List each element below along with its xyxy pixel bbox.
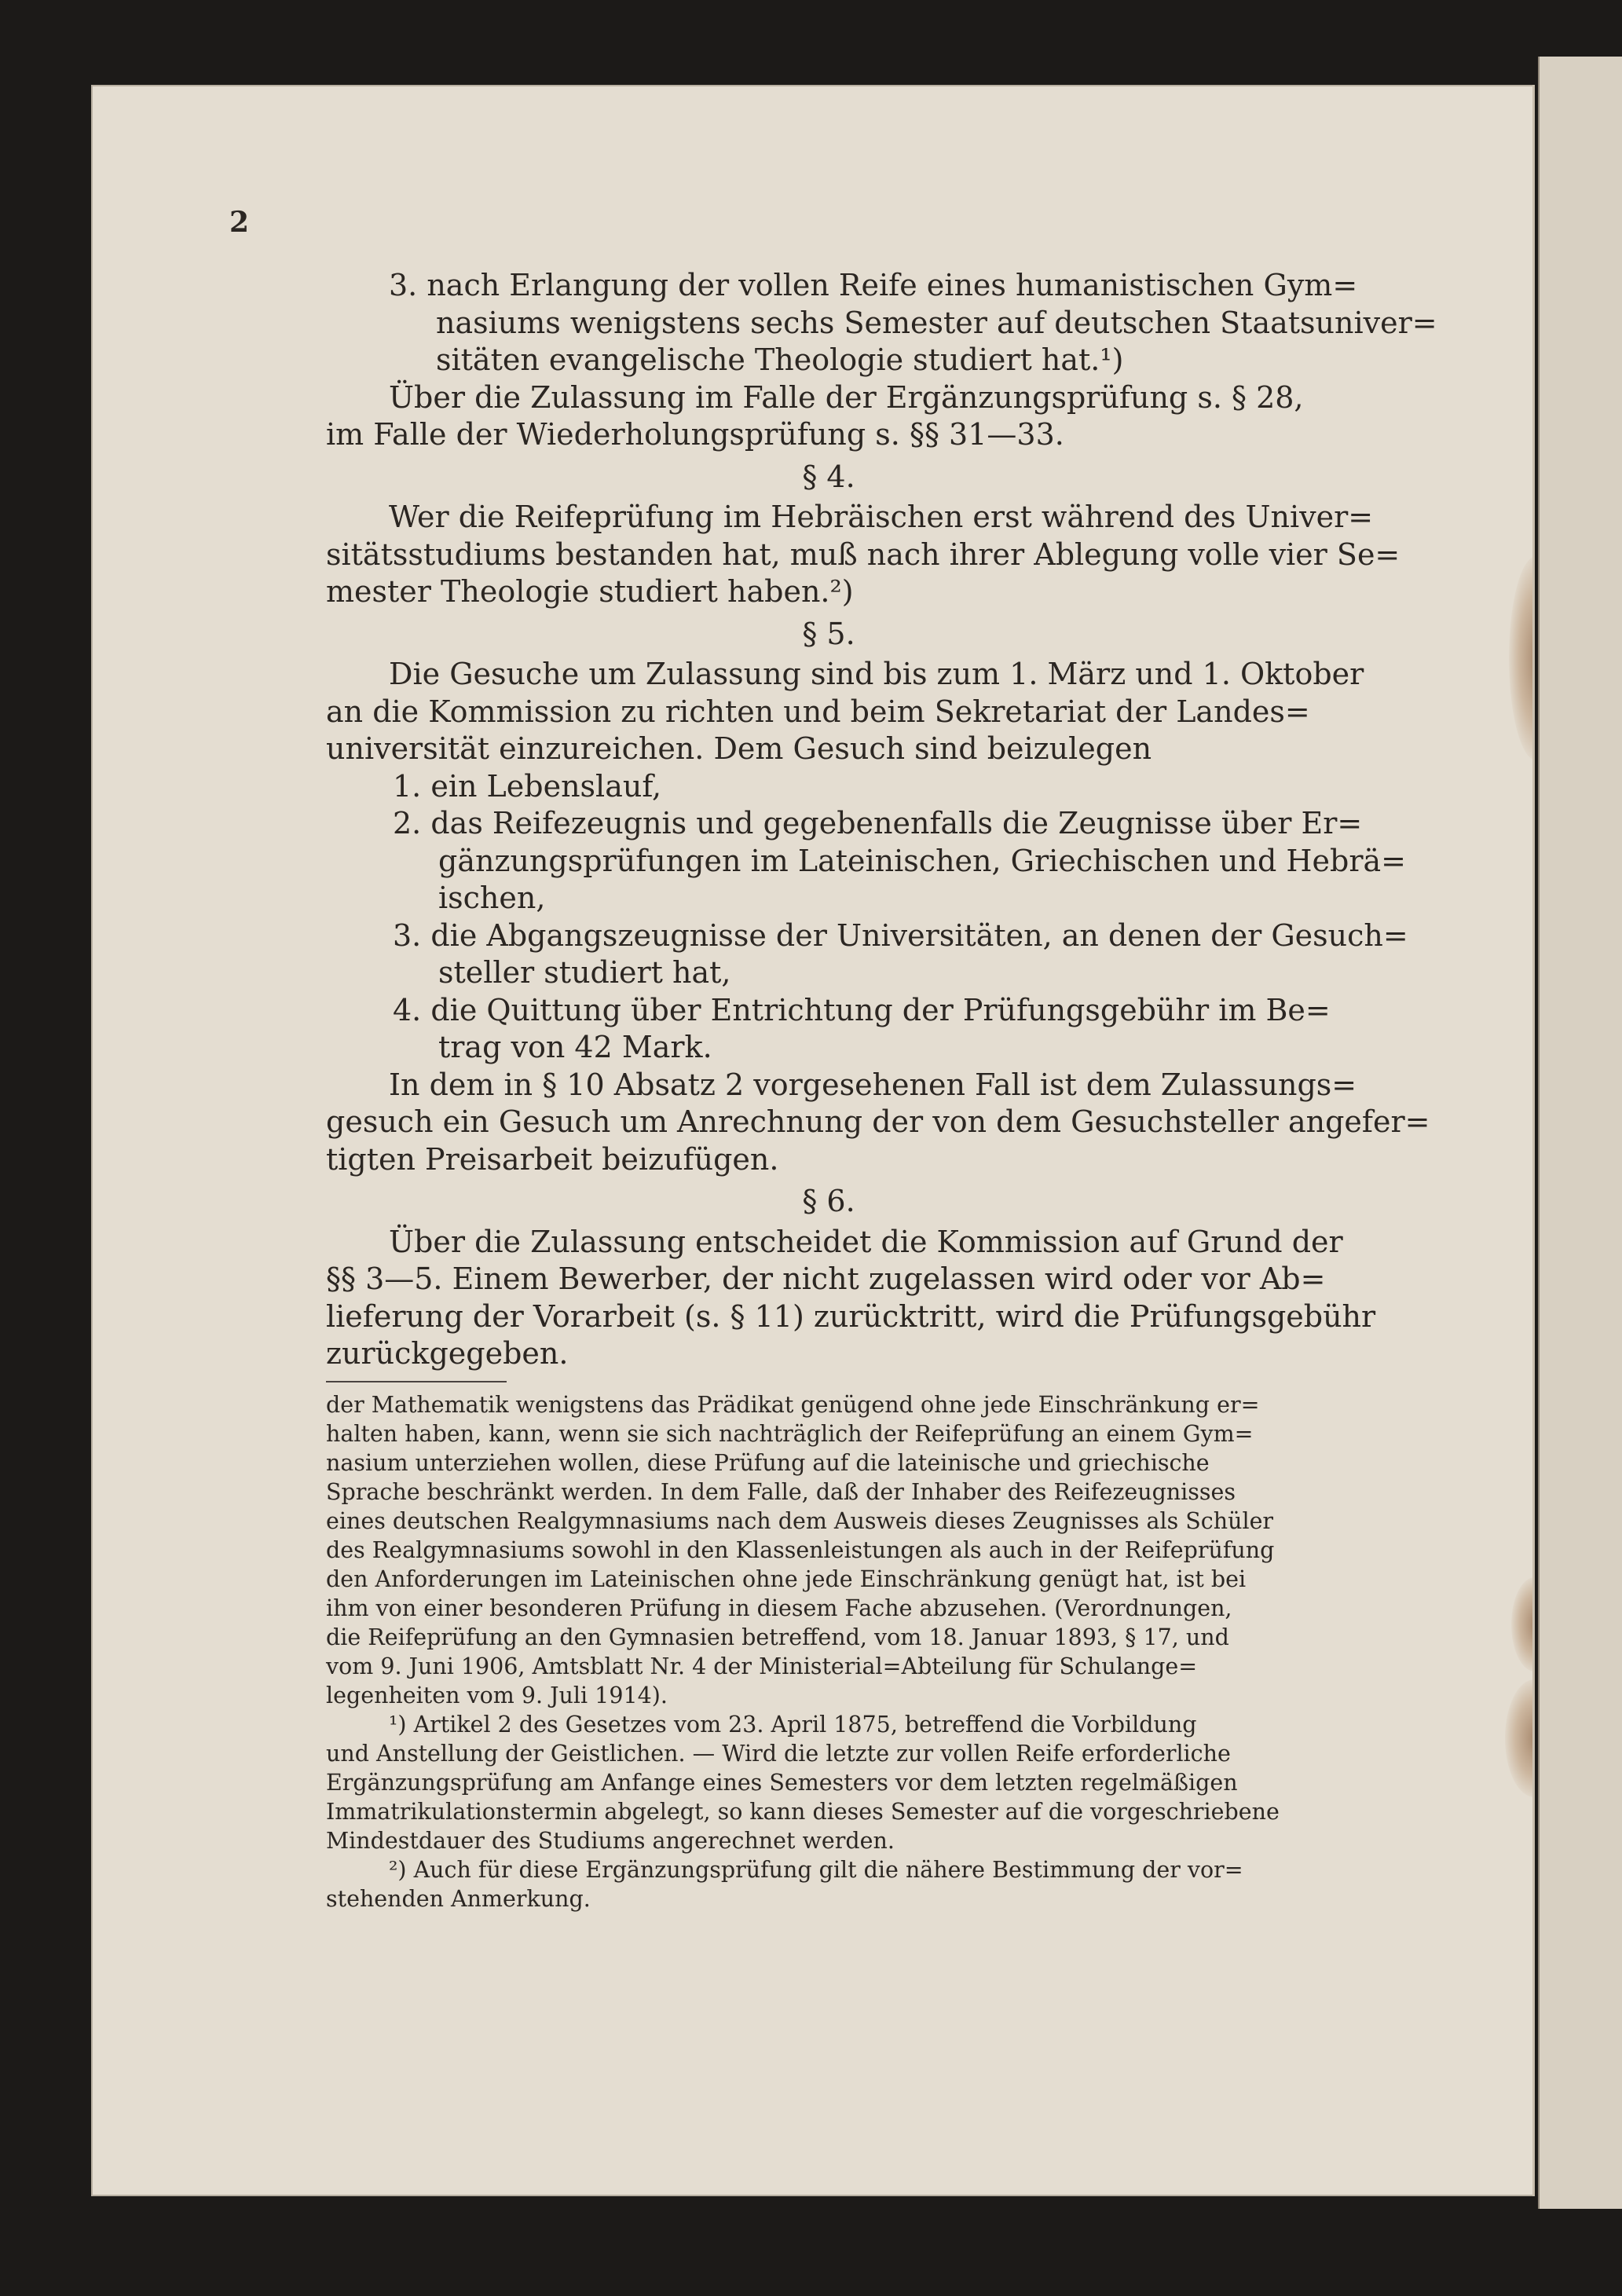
footnote-line: vom 9. Juni 1906, Amtsblatt Nr. 4 der Ministerial=Abteilung für Schulange= bbox=[326, 1653, 1198, 1679]
text-line: nasiums wenigstens sechs Semester auf deutschen Staatsuniver= bbox=[436, 305, 1437, 340]
text-line: zurückgegeben. bbox=[326, 1336, 569, 1371]
facing-page-edge bbox=[1538, 57, 1622, 2209]
footnote-line: Ergänzungsprüfung am Anfange eines Semesters vor dem letzten regelmäßigen bbox=[326, 1769, 1238, 1796]
text-line: 3. nach Erlangung der vollen Reife eines humanistischen Gym= bbox=[389, 268, 1358, 302]
text-line: In dem in § 10 Absatz 2 vorgesehenen Fall ist dem Zulassungs= bbox=[389, 1067, 1357, 1102]
text-line: an die Kommission zu richten und beim Sekretariat der Landes= bbox=[326, 694, 1310, 729]
footnotes bbox=[326, 1390, 1363, 1913]
footnote-line: Sprache beschränkt werden. In dem Falle, daß der Inhaber des Reifezeugnisses bbox=[326, 1478, 1236, 1505]
text-line: Die Gesuche um Zulassung sind bis zum 1. März und 1. Oktober bbox=[389, 657, 1364, 691]
text-line: gänzungsprüfungen im Lateinischen, Griechischen und Hebrä= bbox=[438, 843, 1406, 878]
page-number: 2 bbox=[229, 206, 250, 239]
text-line: steller studiert hat, bbox=[438, 955, 731, 990]
footnote-line: des Realgymnasiums sowohl in den Klassenleistungen als auch in der Reifeprüfung bbox=[326, 1536, 1275, 1563]
text-line: Über die Zulassung entscheidet die Kommission auf Grund der bbox=[389, 1224, 1343, 1259]
text-line: ischen, bbox=[438, 881, 546, 915]
list-item: 3. die Abgangszeugnisse der Universitäten, an denen der Gesuch= bbox=[393, 917, 1408, 953]
footnote-line: und Anstellung der Geistlichen. — Wird die letzte zur vollen Reife erforderliche bbox=[326, 1740, 1231, 1767]
footnote-line: stehenden Anmerkung. bbox=[326, 1885, 591, 1912]
list-item: 2. das Reifezeugnis und gegebenenfalls die Zeugnisse über Er= bbox=[393, 806, 1363, 840]
footnote-line: halten haben, kann, wenn sie sich nachträglich der Reifeprüfung an einem Gym= bbox=[326, 1420, 1254, 1447]
rust-stain bbox=[1509, 556, 1535, 760]
section-5-heading: § 5. bbox=[802, 616, 855, 651]
footnote-divider bbox=[326, 1381, 507, 1382]
text-line: tigten Preisarbeit beizufügen. bbox=[326, 1141, 779, 1177]
footnote-continued bbox=[326, 1390, 1363, 1710]
footnote-line: den Anforderungen im Lateinischen ohne jede Einschränkung genügt hat, ist bei bbox=[326, 1565, 1247, 1592]
footnote-line: nasium unterziehen wollen, diese Prüfung auf die lateinische und griechische bbox=[326, 1449, 1210, 1476]
text-line: Wer die Reifeprüfung im Hebräischen erst während des Univer= bbox=[389, 500, 1374, 534]
rust-stain bbox=[1505, 1679, 1535, 1797]
text-line: im Falle der Wiederholungsprüfung s. §§ 31—33. bbox=[326, 417, 1064, 452]
text-line: sitätsstudiums bestanden hat, muß nach ihrer Ablegung volle vier Se= bbox=[326, 536, 1400, 572]
list-item: 1. ein Lebenslauf, bbox=[393, 768, 662, 804]
footnote-line: legenheiten vom 9. Juli 1914). bbox=[326, 1682, 668, 1708]
text-line: mester Theologie studiert haben.²) bbox=[326, 574, 854, 609]
footnote-line: Mindestdauer des Studiums angerechnet werden. bbox=[326, 1827, 895, 1854]
section-5-intro bbox=[326, 656, 1363, 768]
footnote-line: Immatrikulationstermin abgelegt, so kann dieses Semester auf die vorgeschriebene bbox=[326, 1798, 1280, 1825]
footnote-line: ¹) Artikel 2 des Gesetzes vom 23. April 1875, betreffend die Vorbildung bbox=[389, 1711, 1197, 1738]
footnote-line: eines deutschen Realgymnasiums nach dem Ausweis dieses Zeugnisses als Schüler bbox=[326, 1507, 1274, 1534]
footnote-line: ²) Auch für diese Ergänzungsprüfung gilt die nähere Bestimmung der vor= bbox=[389, 1856, 1243, 1883]
section-6-text bbox=[326, 1224, 1376, 1373]
text-line: trag von 42 Mark. bbox=[438, 1030, 712, 1064]
footnote-line: der Mathematik wenigstens das Prädikat genügend ohne jede Einschränkung er= bbox=[326, 1391, 1260, 1418]
text-line: sitäten evangelische Theologie studiert hat.¹) bbox=[436, 342, 1124, 377]
footnote-line: die Reifeprüfung an den Gymnasien betreffend, vom 18. Januar 1893, § 17, und bbox=[326, 1624, 1229, 1650]
item-3 bbox=[326, 267, 1437, 379]
section-4-text bbox=[326, 499, 1400, 611]
section-5-list bbox=[326, 768, 1408, 1067]
section-5-closing bbox=[326, 1067, 1430, 1179]
section-6-heading: § 6. bbox=[802, 1184, 855, 1218]
text-line: gesuch ein Gesuch um Anrechnung der von dem Gesuchsteller angefer= bbox=[326, 1104, 1430, 1139]
text-line: lieferung der Vorarbeit (s. § 11) zurücktritt, wird die Prüfungsgebühr bbox=[326, 1298, 1376, 1334]
footnote-1 bbox=[326, 1710, 1363, 1855]
admission-note bbox=[326, 379, 1363, 454]
footnote-2 bbox=[326, 1855, 1363, 1913]
list-item: 4. die Quittung über Entrichtung der Prüfungsgebühr im Be= bbox=[393, 992, 1331, 1027]
rust-stain bbox=[1511, 1577, 1535, 1672]
text-line: Über die Zulassung im Falle der Ergänzungsprüfung s. § 28, bbox=[389, 379, 1304, 415]
text-line: §§ 3—5. Einem Bewerber, der nicht zugelassen wird oder vor Ab= bbox=[326, 1262, 1326, 1296]
main-text bbox=[326, 267, 1437, 1913]
text-line: universität einzureichen. Dem Gesuch sind beizulegen bbox=[326, 731, 1152, 766]
footnote-line: ihm von einer besonderen Prüfung in diesem Fache abzusehen. (Verordnungen, bbox=[326, 1595, 1232, 1621]
section-4-heading: § 4. bbox=[802, 459, 855, 494]
